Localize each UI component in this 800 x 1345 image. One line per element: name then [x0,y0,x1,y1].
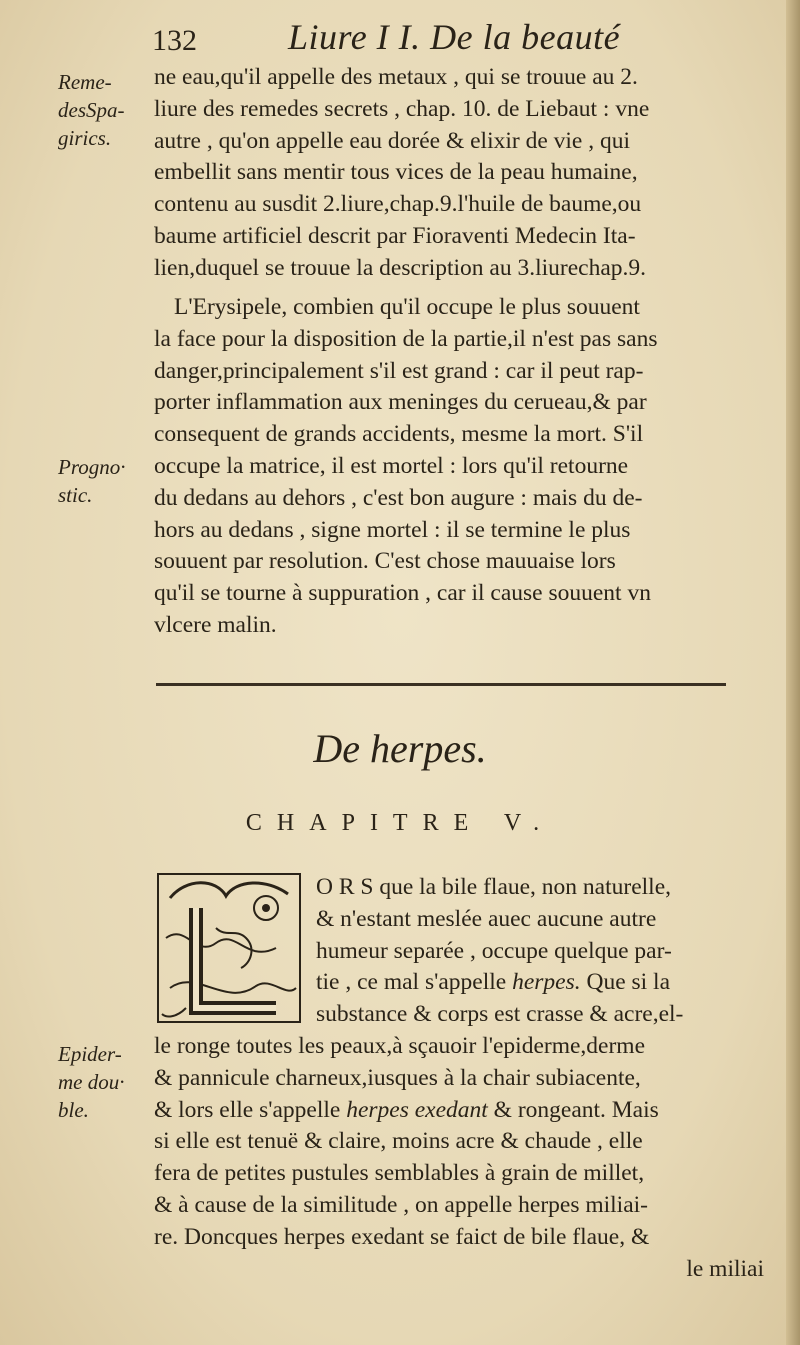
text-line: contenu au susdit 2.liure,chap.9.l'huile de baume,ou [154,191,642,218]
text-line: souuent par resolution. C'est chose mauuaise lors [154,548,616,575]
text-line: porter inflammation aux meninges du cerueau,& par [154,389,647,416]
text-line: & pannicule charneux,iusques à la chair subiacente, [154,1064,641,1091]
text-line: liure des remedes secrets , chap. 10. de Liebaut : vne [154,95,650,122]
text-line: tie , ce mal s'appelle herpes. Que si la [316,969,671,996]
paragraph-herpes [154,1031,764,1285]
text-line: autre , qu'on appelle eau dorée & elixir de vie , qui [154,127,631,154]
section-divider [156,683,726,686]
text-line: & lors elle s'appelle herpes exedant & rongeant. Mais [154,1096,659,1123]
margin-note-remedes: Reme- desSpa- girics. [58,70,125,150]
term-herpes-exedant: herpes exedant [346,1096,488,1123]
text-line: hors au dedans , signe mortel : il se termine le plus [154,516,631,543]
text-line: danger,principalement s'il est grand : car il peut rap- [154,357,644,384]
paragraph-remedes [154,62,764,285]
catchword: le miliai [686,1255,764,1282]
text-line: vlcere malin. [154,611,277,638]
text-line: & à cause de la similitude , on appelle herpes miliai- [154,1191,648,1218]
page-edge [786,0,800,1345]
text-line: si elle est tenuë & claire, moins acre & chaude , elle [154,1128,643,1155]
text-line: O R S que la bile flaue, non naturelle, [316,874,672,900]
margin-note-prognostic: Progno· stic. [58,455,126,507]
paragraph-herpes-intro [316,872,766,1031]
chapter-title: De herpes. [313,726,487,771]
text-line: re. Doncques herpes exedant se faict de bile flaue, & [154,1223,650,1250]
margin-note-epiderme: Epider- me dou· ble. [58,1042,125,1122]
paragraph-erysipele [154,292,764,642]
chapter-label: CHAPITRE V. [245,810,555,836]
running-title: Liure I I. De la beauté [288,17,621,57]
text-line: du dedans au dehors , c'est bon augure : mais du de- [154,484,643,511]
text-line: occupe la matrice, il est mortel : lors qu'il retourne [154,452,629,479]
text-line: baume artificiel descrit par Fioraventi Medecin Ita- [154,222,636,249]
page-number: 132 [152,24,197,57]
text-line: le ronge toutes les peaux,à sçauoir l'epiderme,derme [154,1033,646,1059]
text-line: fera de petites pustules semblables à grain de millet, [154,1160,645,1187]
text-line: ne eau,qu'il appelle des metaux , qui se trouue au 2. [154,64,638,90]
term-herpes: herpes. [512,969,581,996]
text-line: substance & corps est crasse & acre,el- [316,1001,684,1028]
text-line: & n'estant meslée auec aucune autre [316,905,657,932]
text-line: la face pour la disposition de la partie,il n'est pas sans [154,325,658,352]
ornamental-dropcap [156,868,306,1028]
page-header [152,14,772,64]
text-line: embellit sans mentir tous vices de la peau humaine, [154,159,638,186]
text-line: L'Erysipele, combien qu'il occupe le plus souuent [174,294,640,320]
text-line: qu'il se tourne à suppuration , car il cause souuent vn [154,580,651,607]
text-line: lien,duquel se trouue la description au 3.liurechap.9. [154,254,647,281]
text-line: consequent de grands accidents, mesme la mort. S'il [154,421,644,448]
text-line: humeur separée , occupe quelque par- [316,937,672,964]
